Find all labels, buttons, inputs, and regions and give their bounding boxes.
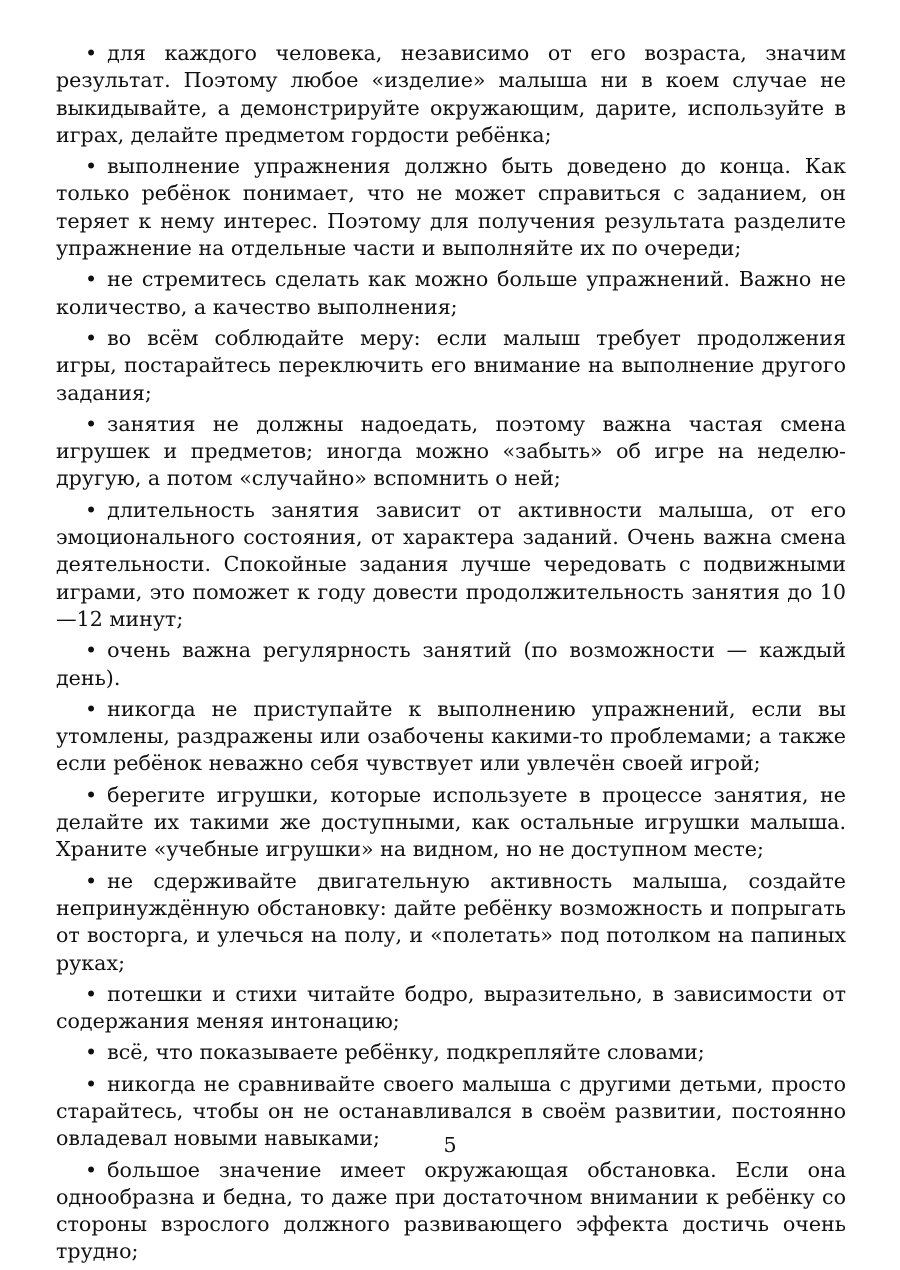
bullet-marker: • — [85, 325, 98, 350]
bullet-marker: • — [85, 411, 98, 436]
list-item-text: очень важна регулярность занятий (по возможности — каждый день). — [56, 638, 846, 690]
bullet-marker: • — [85, 497, 98, 522]
bullet-marker: • — [85, 1071, 98, 1096]
list-item — [56, 325, 846, 407]
list-item-text: выполнение упражнения должно быть доведено до конца. Как только ребёнок понимает, что не может справиться с заданием, он теряет к нему интерес. Поэтому для получения результата разделите упражнение на отдельные части и выполняйте их по очереди; — [56, 154, 846, 261]
list-item — [56, 782, 846, 864]
list-item — [56, 1039, 846, 1066]
list-item — [56, 497, 846, 633]
bullet-marker: • — [85, 782, 98, 807]
list-item-text: берегите игрушки, которые используете в процессе занятия, не делайте их такими же доступными, как остальные игрушки малыша. Храните «учебные игрушки» на видном, но не доступном месте; — [56, 782, 846, 862]
list-item — [56, 266, 846, 321]
list-item-text: для каждого человека, независимо от его возраста, значим результат. Поэтому любое «изделие» малыша ни в коем случае не выкидывайте, а демонстрируйте окружающим, дарите, используйте в играх, делайте предметом гордости ребёнка; — [56, 41, 846, 147]
list-item — [56, 981, 846, 1036]
bullet-marker: • — [85, 696, 98, 721]
bullet-marker: • — [85, 868, 98, 893]
bullet-marker: • — [85, 1040, 98, 1065]
bullet-marker: • — [85, 267, 98, 292]
list-item-text: никогда не сравнивайте своего малыша с другими детьми, просто старайтесь, чтобы он не останавливался в своём развитии, постоянно овладевал новыми навыками; — [56, 1071, 846, 1151]
list-item-text: большое значение имеет окружающая обстановка. Если она однообразна и бедна, то даже при достаточном внимании к ребёнку со стороны взрослого должного развивающего эффекта достичь очень трудно; — [56, 1157, 846, 1264]
list-item-text: всё, что показываете ребёнку, подкрепляйте словами; — [107, 1040, 705, 1065]
list-item — [56, 411, 846, 493]
bullet-marker: • — [85, 981, 98, 1006]
list-item — [56, 153, 846, 262]
bullet-marker: • — [85, 1157, 98, 1182]
list-item — [56, 637, 846, 692]
bullet-marker: • — [85, 154, 98, 179]
list-item-text: потешки и стихи читайте бодро, выразительно, в зависимости от содержания меняя интонацию; — [56, 981, 846, 1034]
list-item — [56, 696, 846, 778]
list-item — [56, 868, 846, 977]
list-item-text: не стремитесь сделать как можно больше упражнений. Важно не количество, а качество выполнения; — [56, 267, 846, 319]
list-item-text: занятия не должны надоедать, поэтому важна частая смена игрушек и предметов; иногда можно «забыть» об игре на неделю-другую, а потом «случайно» вспомнить о ней; — [56, 411, 846, 491]
page-content — [56, 40, 846, 1270]
list-item-text: во всём соблюдайте меру: если малыш требует продолжения игры, постарайтесь переключить его внимание на выполнение другого задания; — [56, 325, 846, 405]
page-number: 5 — [443, 1133, 457, 1157]
list-item — [56, 40, 846, 149]
list-item — [56, 1157, 846, 1266]
list-item-text: длительность занятия зависит от активности малыша, от его эмоционального состояния, от характера заданий. Очень важна смена деятельности. Спокойные задания лучше чередовать с подвижными играми, это поможет к году довести продолжительность занятия до 10—12 минут; — [56, 497, 846, 631]
list-item-text: никогда не приступайте к выполнению упражнений, если вы утомлены, раздражены или озабочены какими-то проблемами; а также если ребёнок неважно себя чувствует или увлечён своей игрой; — [56, 696, 846, 776]
bullet-marker: • — [85, 41, 98, 65]
list-item-text: не сдерживайте двигательную активность малыша, создайте непринуждённую обстановку: дайте ребёнку возможность и попрыгать от восторга, и улечься на полу, и «полетать» под потолком на папиных руках; — [56, 868, 846, 975]
bullet-marker: • — [85, 638, 98, 663]
